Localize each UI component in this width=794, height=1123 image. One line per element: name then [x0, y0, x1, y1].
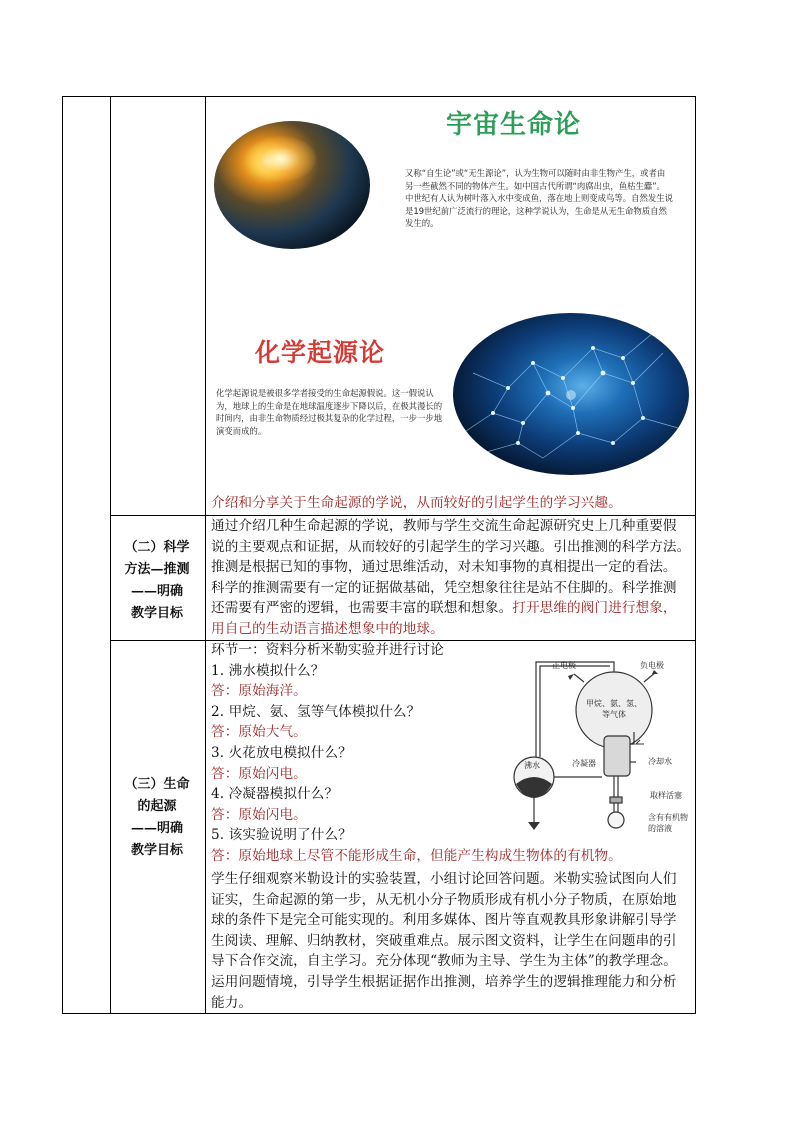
- col-divider-2: [205, 97, 206, 1013]
- stopcock-label: 取样活塞: [650, 791, 682, 800]
- molecule-network-image: [453, 313, 689, 475]
- condenser-label: 冷凝器: [572, 759, 596, 768]
- qa-line: 3. 火花放电模拟什么？: [211, 744, 352, 761]
- qa-line: 答：原始海洋。: [211, 683, 307, 700]
- intro-summary: 介绍和分享关于生命起源的学说，从而较好的引起学生的学习兴趣。: [211, 495, 622, 511]
- boiling-water-label: 沸水: [524, 761, 540, 770]
- qa-line: 2. 甲烷、氨、氢等气体模拟什么？: [211, 703, 421, 720]
- chemical-theory-text: 化学起源说是被很多学者接受的生命起源假说。这一假说认为，地球上的生命是在地球温度逐步下降以后，在极其漫长的时间内，由非生命物质经过极其复杂的化学过程，一步一步地演变而成的。: [216, 388, 443, 436]
- negative-electrode-label: 负电极: [640, 661, 664, 670]
- positive-electrode-label: 正电极: [552, 661, 576, 670]
- qa-line: 4. 冷凝器模拟什么？: [211, 786, 339, 803]
- miller-apparatus-diagram: [494, 652, 694, 832]
- sun-glow: [246, 136, 316, 182]
- solution-label: 含有有机物 的溶液: [648, 813, 688, 833]
- chemical-theory-title: 化学起源论: [255, 338, 386, 367]
- qa-line: 答：原始闪电。: [211, 765, 307, 782]
- cooling-water-label: 冷却水: [648, 757, 672, 766]
- gases-label: 甲烷、氨、氢、 等气体: [586, 699, 642, 719]
- qa-line: 1. 沸水模拟什么？: [211, 662, 325, 679]
- qa-line: 环节一：资料分析米勒实验并进行讨论: [211, 642, 444, 658]
- qa-line: 答：原始地球上尽管不能形成生命，但能产生构成生物体的有机物。: [211, 847, 622, 864]
- universe-theory-title: 宇宙生命论: [446, 110, 582, 140]
- section-3-label: （三）生命 的起源 ——明确 教学目标: [124, 777, 190, 858]
- qa-line: 答：原始大气。: [211, 724, 307, 741]
- qa-line: 5. 该实验说明了什么？: [211, 827, 352, 844]
- miller-paragraph: 学生仔细观察米勒设计的实验装置，小组讨论回答问题。米勒实验试图向人们 证实，生命起源的第一步，从无机小分子物质形成有机小分子物质，在原始地 球的条件下是完全可能实现的。利用多媒体、图片等直观教具形象讲解引导学 生阅读、理解、归纳教材，突破重难点。展示图文资料，让学生在问题串的引 导下合作交流，自主学习。充分体现“教师为主导、学生为主体”的教学理念。 运用问题情境，引导学生根据证据作出推测，培养学生的逻辑推理能力和分析 能力。: [211, 871, 677, 1011]
- qa-line: 答：原始闪电。: [211, 806, 307, 823]
- section-2-label: （二）科学 方法—推测 ——明确 教学目标: [124, 540, 190, 621]
- section-2-text: 通过介绍几种生命起源的学说，教师与学生交流生命起源研究史上几种重要假 说的主要观点和证据，从而较好的引起学生的学习兴趣。引出推测的科学方法。 推测是根据已知的事物，通过思维活动，对未知事物的真相提出一定的看法。 科学的推测需要有一定的证据做基础，凭空想象往往是站不住脚的。科学推测 还需要有严密的逻辑，也需要丰富的联想和想象。打开思维的阀门进行想象， 用自己的生动语言描述想象中的地球。: [211, 518, 691, 637]
- universe-theory-text: 又称“自生论”或“无生源论”，认为生物可以随时由非生物产生，或者由另一些截然不同的物体产生。如中国古代所谓“肉腐出虫，鱼枯生蠹”。中世纪有人认为树叶落入水中变成鱼，落在地上则变成鸟等。自然发生说是19世纪前广泛流行的理论，这种学说认为，生命是从无生命物质自然发生的。: [405, 168, 673, 229]
